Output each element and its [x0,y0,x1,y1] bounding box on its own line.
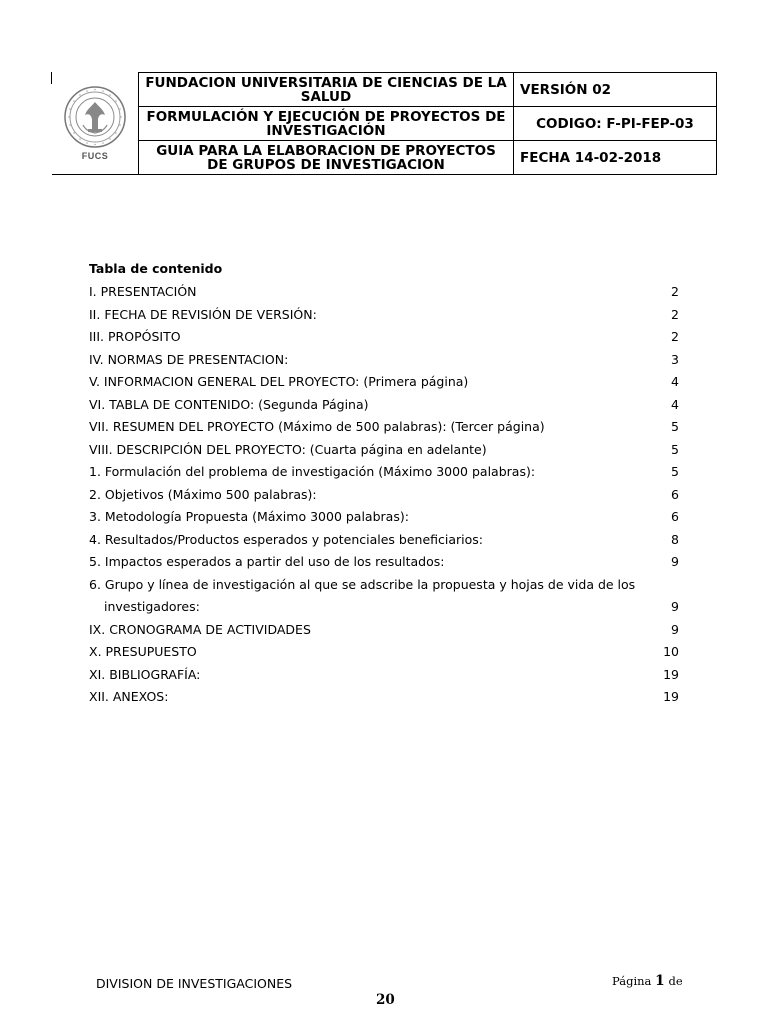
toc-entry-label: 4. Resultados/Productos esperados y potenciales beneficiarios: [89,531,484,547]
header-date: FECHA 14-02-2018 [514,141,717,175]
header-process-title: FORMULACIÓN Y EJECUCIÓN DE PROYECTOS DE INVESTIGACIÓN [139,107,514,141]
toc-entry-page: 10 [663,644,679,659]
toc-entry-page [659,574,679,597]
header-code: CODIGO: F-PI-FEP-03 [514,107,717,141]
footer-page-prefix: Página [612,974,656,988]
header-document-title: GUIA PARA LA ELABORACION DE PROYECTOS DE GRUPOS DE INVESTIGACION [139,141,514,175]
footer-page-indicator [612,973,683,989]
toc-entry-page: 2 [671,306,679,322]
toc-entry[interactable] [89,281,679,304]
toc-entry[interactable] [89,371,679,394]
toc-entry-label: VI. TABLA DE CONTENIDO: (Segunda Página) [89,396,369,412]
toc-entry[interactable] [89,304,679,327]
toc-entry[interactable] [89,416,679,439]
footer-division: DIVISION DE INVESTIGACIONES [96,976,293,991]
toc-entry[interactable] [89,439,679,462]
toc-entry-page: 9 [671,599,679,614]
toc-entry-page: 6 [671,486,679,502]
toc-entry-page: 9 [671,621,679,637]
toc-entry-label: X. PRESUPUESTO [89,644,197,659]
toc-entry-label: IV. NORMAS DE PRESENTACION: [89,351,289,367]
toc-entry[interactable] [89,596,679,619]
toc-entry-page: 8 [671,531,679,547]
toc-entry-label: investigadores: [104,599,200,614]
toc-entry-label: I. PRESENTACIÓN [89,284,197,299]
footer-total-pages: 20 [376,992,395,1008]
toc-entry-label: VIII. DESCRIPCIÓN DEL PROYECTO: (Cuarta página en adelante) [89,441,487,457]
toc-entry-page: 4 [671,396,679,412]
toc-entry-page: 19 [663,666,679,682]
toc-entry-label: 5. Impactos esperados a partir del uso de los resultados: [89,554,445,569]
table-of-contents [89,259,679,709]
toc-entry-page: 19 [663,689,679,704]
toc-entry-page: 3 [671,351,679,367]
toc-entry-label: VII. RESUMEN DEL PROYECTO (Máximo de 500 palabras): (Tercer página) [89,419,545,434]
toc-entry[interactable] [89,326,679,349]
toc-entry[interactable] [89,484,679,507]
toc-entry-label: II. FECHA DE REVISIÓN DE VERSIÓN: [89,306,317,322]
toc-entry-label: 3. Metodología Propuesta (Máximo 3000 palabras): [89,509,409,524]
toc-entry-page: 6 [671,509,679,524]
toc-entry[interactable] [89,349,679,372]
toc-entry[interactable] [89,641,679,664]
toc-entry-page: 4 [671,374,679,389]
footer-page-of: de [664,974,683,988]
toc-entry-label: 2. Objetivos (Máximo 500 palabras): [89,486,317,502]
toc-entry-page: 9 [671,554,679,569]
document-header [52,72,717,175]
toc-entry[interactable] [89,461,679,484]
toc-entry-page: 2 [671,284,679,299]
logo-cell [52,73,139,175]
logo-label: FUCS [81,151,109,162]
toc-entry[interactable] [89,619,679,642]
toc-entry[interactable] [89,551,679,574]
header-institution-title: FUNDACION UNIVERSITARIA DE CIENCIAS DE LA SALUD [139,73,514,107]
toc-entry-label: XI. BIBLIOGRAFÍA: [89,666,201,682]
toc-entry[interactable] [89,529,679,552]
footer-page-number: 1 [655,973,665,989]
toc-entry-label: III. PROPÓSITO [89,329,181,344]
toc-heading: Tabla de contenido [89,261,223,276]
header-version: VERSIÓN 02 [514,73,717,107]
fucs-logo [52,73,138,175]
toc-entry[interactable] [89,506,679,529]
toc-entry-label: V. INFORMACION GENERAL DEL PROYECTO: (Primera página) [89,374,469,389]
toc-entry-page: 5 [671,464,679,479]
toc-entry-label: 6. Grupo y línea de investigación al que se adscribe la propuesta y hojas de vida de los [89,576,636,592]
toc-entry-label: XII. ANEXOS: [89,689,169,704]
toc-entry-page: 5 [671,441,679,457]
toc-entry-label: IX. CRONOGRAMA DE ACTIVIDADES [89,621,311,637]
toc-entry[interactable] [89,664,679,687]
toc-entry[interactable] [89,394,679,417]
toc-entry-page: 5 [671,419,679,434]
university-seal-icon [63,85,127,149]
toc-entry-label: 1. Formulación del problema de investigación (Máximo 3000 palabras): [89,464,536,479]
toc-entry[interactable] [89,686,679,709]
toc-list [89,281,679,709]
toc-entry-page: 2 [671,329,679,344]
toc-entry[interactable] [89,574,679,597]
